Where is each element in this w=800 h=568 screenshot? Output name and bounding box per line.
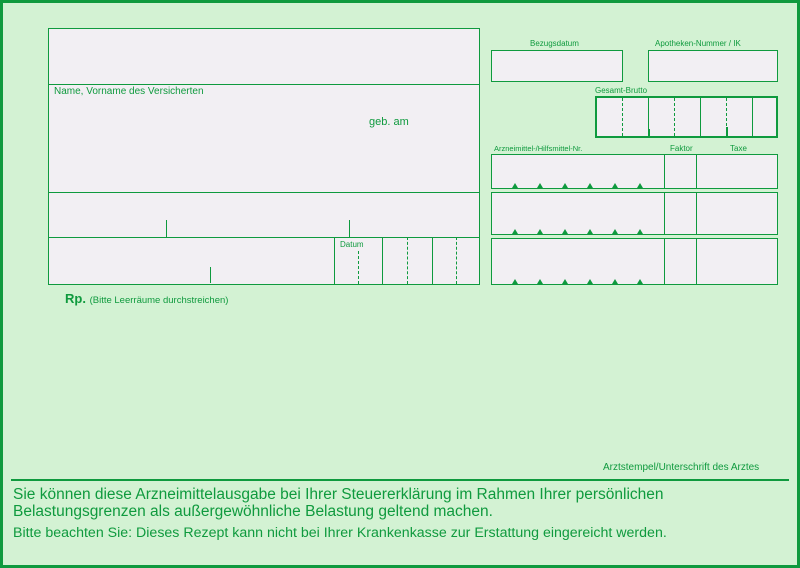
item-row[interactable]	[491, 154, 778, 189]
rp-hint: (Bitte Leerräume durchstreichen)	[89, 295, 229, 306]
date-label: Datum	[340, 240, 364, 249]
date-slot	[432, 237, 433, 284]
notice-line-1: Sie können diese Arzneimittelausgabe bei Ihrer Steuererklärung im Rahmen Ihrer persönlichen	[13, 486, 664, 503]
digit-slot	[752, 98, 753, 136]
patient-box	[48, 28, 480, 285]
id-tick	[210, 267, 211, 283]
factor-label: Faktor	[670, 144, 693, 153]
fee-label: Taxe	[730, 144, 747, 153]
item-number-label: Arzneimittel-/Hilfsmittel-Nr.	[494, 144, 583, 153]
date-slot	[382, 237, 383, 284]
digit-marker	[587, 183, 593, 188]
notice-divider	[11, 479, 789, 481]
digit-marker	[612, 229, 618, 234]
digit-marker	[537, 279, 543, 284]
decimal-mark	[726, 127, 728, 136]
item-row[interactable]	[491, 238, 778, 285]
date-divider	[334, 237, 335, 284]
digit-marker	[587, 279, 593, 284]
signature-label: Arztstempel/Unterschrift des Arztes	[603, 462, 760, 473]
dob-label: geb. am	[369, 116, 409, 128]
notice-line-2: Belastungsgrenzen als außergewöhnliche Belastung geltend machen.	[13, 503, 493, 520]
fee-divider	[696, 155, 697, 188]
digit-marker	[612, 183, 618, 188]
factor-divider	[664, 193, 665, 234]
date-slot	[407, 237, 408, 284]
pharmacy-number-label: Apotheken-Nummer / IK	[655, 39, 741, 48]
digit-marker	[562, 183, 568, 188]
gross-total-field[interactable]	[595, 96, 778, 138]
digit-marker	[537, 183, 543, 188]
digit-marker	[562, 229, 568, 234]
insurer-tick	[349, 220, 350, 238]
decimal-mark	[648, 129, 650, 136]
date-slot	[456, 237, 457, 284]
rp-label	[65, 291, 228, 306]
digit-marker	[587, 229, 593, 234]
digit-marker	[612, 279, 618, 284]
name-label: Name, Vorname des Versicherten	[54, 86, 204, 97]
date-slot	[358, 251, 359, 284]
digit-marker	[512, 229, 518, 234]
digit-marker	[512, 183, 518, 188]
factor-divider	[664, 239, 665, 284]
factor-divider	[664, 155, 665, 188]
pickup-date-field[interactable]	[491, 50, 623, 82]
prescription-area[interactable]	[48, 313, 778, 453]
pickup-date-label: Bezugsdatum	[530, 39, 579, 48]
digit-marker	[637, 229, 643, 234]
digit-marker	[637, 183, 643, 188]
digit-slot	[622, 98, 623, 136]
digit-marker	[512, 279, 518, 284]
rp-symbol: Rp.	[65, 291, 86, 306]
digit-slot	[700, 98, 701, 136]
digit-marker	[637, 279, 643, 284]
digit-marker	[537, 229, 543, 234]
fee-divider	[696, 239, 697, 284]
item-row[interactable]	[491, 192, 778, 235]
digit-marker	[562, 279, 568, 284]
notice-line-3: Bitte beachten Sie: Dieses Rezept kann nicht bei Ihrer Krankenkasse zur Erstattung eingereicht werden.	[13, 525, 667, 541]
divider	[49, 237, 479, 238]
fee-divider	[696, 193, 697, 234]
digit-slot	[674, 98, 675, 136]
insurer-tick	[166, 220, 167, 238]
gross-total-label: Gesamt-Brutto	[595, 86, 648, 95]
divider	[49, 192, 479, 193]
pharmacy-number-field[interactable]	[648, 50, 778, 82]
divider	[49, 84, 479, 85]
